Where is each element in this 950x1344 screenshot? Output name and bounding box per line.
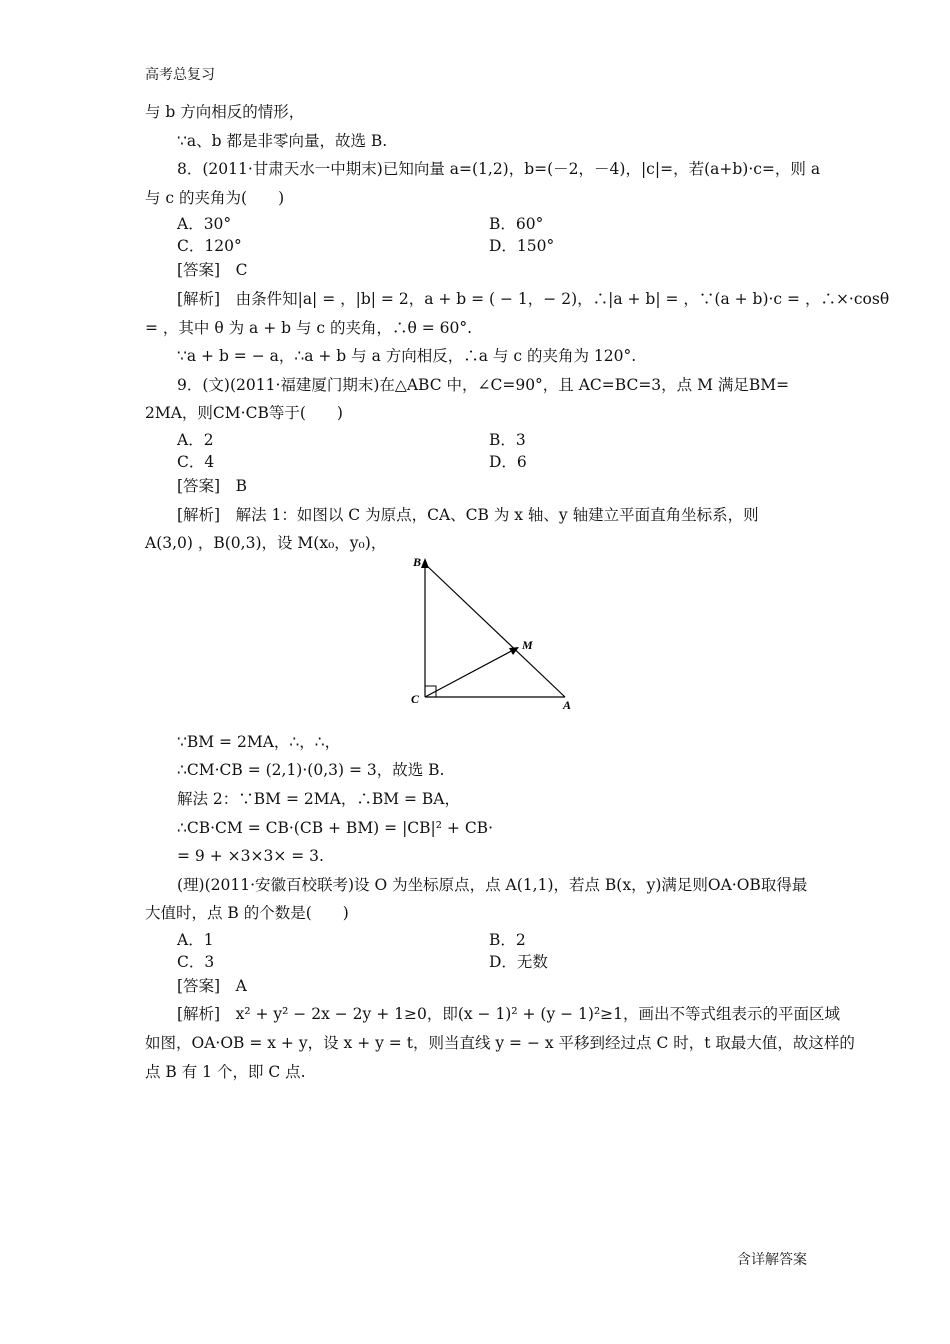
q9b-analysis-line: 点 B 有 1 个，即 C 点.: [145, 1062, 306, 1081]
q9-option-c: C．4: [177, 452, 215, 471]
q9-option-b: B．3: [489, 430, 526, 449]
q9b-analysis-line: 如图，OA·OB = x + y，设 x + y = t，则当直线 y = − x 平移到经过点 C 时，t 取最大值，故这样的: [145, 1034, 855, 1053]
q9b-options-row-2: [145, 950, 807, 972]
q9-answer: [答案] B: [177, 476, 247, 495]
segment-ba: [425, 564, 565, 697]
page-footer: 含详解答案: [737, 1252, 807, 1268]
question-9b-stem: (理)(2011·安徽百校联考)设 O 为坐标原点，点 A(1,1)，若点 B(x，y)满足则OA·OB取得最: [177, 875, 808, 894]
q8-analysis-line: = ，其中 θ 为 a + b 与 c 的夹角，∴θ = 60°.: [145, 318, 473, 337]
q8-option-c: C．120°: [177, 237, 242, 256]
question-8-stem-cont: 与 c 的夹角为( ): [145, 188, 285, 207]
q8-options-row-2: [145, 234, 807, 256]
q8-options-row-1: [145, 212, 807, 234]
q9b-option-d: D．无数: [489, 952, 548, 971]
q9-analysis-line: [解析] 解法 1：如图以 C 为原点，CA、CB 为 x 轴、y 轴建立平面直角坐标系，则: [177, 505, 759, 524]
q9-option-a: A．2: [177, 430, 214, 449]
q8-option-a: A．30°: [177, 215, 232, 234]
q8-option-b: B．60°: [489, 215, 544, 234]
question-8-stem: 8．(2011·甘肃天水一中期末)已知向量 a=(1,2)，b=(－2，－4)，|c|=，若(a+b)·c=，则 a: [177, 160, 821, 179]
document-body: [145, 98, 890, 1086]
q9-option-d: D．6: [489, 452, 527, 471]
text-line: 与 b 方向相反的情形，: [145, 103, 305, 121]
q9b-analysis-line: [解析] x² + y² − 2x − 2y + 1≥0，即(x − 1)² + (y − 1)²≥1，画出不等式组表示的平面区域: [177, 1005, 841, 1024]
label-a: A: [563, 697, 572, 712]
text-line: ∵a、b 都是非零向量，故选 B.: [177, 131, 388, 150]
q9-solution-line: 解法 2：∵BM = 2MA，∴BM = BA，: [177, 789, 461, 808]
q9-solution-line: ∴CB·CM = CB·(CB + BM) = |CB|² + CB·: [177, 818, 494, 837]
question-9-stem-cont: 2MA，则CM·CB等于( ): [145, 404, 343, 423]
q9b-option-b: B．2: [489, 930, 526, 949]
label-b: B: [413, 557, 422, 569]
q9-analysis-line: A(3,0) ，B(0,3)，设 M(x₀，y₀)，: [145, 534, 387, 553]
q8-option-d: D．150°: [489, 237, 555, 256]
triangle-figure: [145, 558, 807, 728]
q8-answer: [答案] C: [177, 261, 248, 280]
q9-solution-line: ∴CM·CB = (2,1)·(0,3) = 3，故选 B.: [177, 761, 445, 780]
question-9-stem: 9．(文)(2011·福建厦门期末)在△ABC 中，∠C=90°，且 AC=BC=3，点 M 满足BM=: [177, 375, 790, 394]
q9b-option-a: A．1: [177, 930, 214, 949]
q9b-options-row-1: [145, 928, 807, 950]
label-m: M: [522, 637, 533, 652]
page-header: 高考总复习: [145, 67, 215, 83]
arrow-cb-head: [421, 558, 429, 568]
q9-solution-line: ∵BM = 2MA，∴，∴，: [177, 732, 341, 751]
q9-solution-line: = 9 + ×3×3× = 3.: [177, 847, 324, 866]
q8-analysis-line: [解析] 由条件知|a| = ，|b| = 2，a + b = ( − 1，− 2)，∴|a + b| = ，∵(a + b)·c = ，∴×·cosθ: [177, 289, 890, 308]
question-9b-stem-cont: 大值时，点 B 的个数是( ): [145, 904, 349, 923]
label-c: C: [411, 691, 420, 706]
q9b-answer: [答案] A: [177, 976, 247, 995]
q9b-option-c: C．3: [177, 952, 215, 971]
q8-analysis-line: ∵a + b = − a，∴a + b 与 a 方向相反，∴a 与 c 的夹角为 120°.: [177, 347, 637, 366]
q9-options-row-2: [145, 450, 807, 472]
segment-cm: [425, 648, 517, 697]
q9-options-row-1: [145, 428, 807, 450]
triangle-diagram: [409, 558, 589, 728]
